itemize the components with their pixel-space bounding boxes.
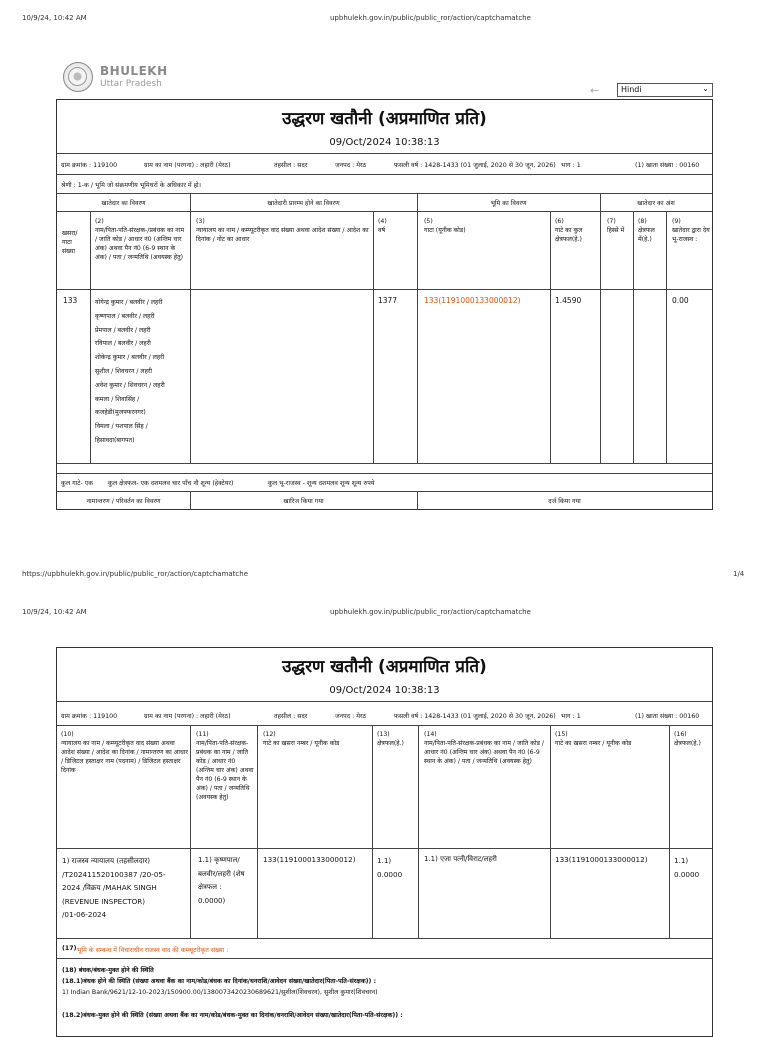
part-page2: भाग : 1 [561, 713, 581, 720]
owner-item: प्रेमपाल / बलवीर / लहरी [95, 326, 151, 334]
owner-item: कमला / शिवासिंह / [95, 395, 140, 403]
revenue-value: 0.00 [672, 296, 689, 305]
col2-header: नाम/पिता-पति-संरक्षक-/प्रबंधक का नाम / जाति कोड / आधार नं0 (अन्तिम चार अंक) अथवा पैन नं0 (6-9 स्थान के अंक) / पता / जन्मतिथि (अवयस्क हेतु) [95, 227, 185, 261]
section-18-1-value: 1) Indian Bank/9621/12-10-2023/150900.00/1380073420230689621/सुशील(शिवचरन), सुशील कुमार(शिवचरन) [62, 989, 378, 996]
owner-item: सुशील / शिवचरन / लहरी [95, 367, 152, 375]
owner-list [95, 296, 189, 448]
section-18-2-title: (18.2)बंधक-मुक्त होने की स्थिति (संख्या अथवा बैंक का नाम/कोड/बंधक-मुक्त का दिनांक/धनराशि/आवेदन संख्या/खातेदार(पिता-पति-संरक्षक)) : [62, 1012, 403, 1019]
footer-url: https://upbhulekh.gov.in/public/public_ror/action/captchamatche [22, 570, 249, 578]
divider [57, 701, 712, 702]
category: श्रेणी : 1-क / भूमि जो संक्रमणीय भूमिधरों के अधिकार में हो। [61, 182, 202, 189]
footer-page-number: 1/4 [733, 570, 745, 578]
print-datetime: 10/9/24, 10:42 AM [22, 14, 87, 22]
back-arrow-icon[interactable]: ← [590, 84, 600, 97]
court-line: (REVENUE INSPECTOR) [62, 896, 146, 906]
total-area-words: कुल क्षेत्रफल- एक दशमलव चार पाँच नौ शून्य (हेक्टेयर) [108, 480, 234, 487]
tehsil-page2: तहसील : सदर [274, 713, 308, 720]
col5-number: (5) [424, 218, 433, 225]
fasli-year: फसली वर्ष : 1428-1433 (01 जुलाई, 2020 से 30 जून, 2026) [394, 162, 556, 169]
language-select-value: Hindi [621, 85, 642, 94]
col2-number: (2) [95, 218, 104, 225]
emblem-svg [64, 63, 91, 90]
khatauni-document-page1 [56, 99, 713, 510]
divider [57, 473, 712, 474]
struck-area [377, 854, 402, 881]
entered-gata: 133(1191000133000012) [555, 855, 648, 864]
divider [57, 153, 712, 154]
col4-number: (4) [378, 218, 387, 225]
col1-header: खसरा/ गाटा संख्या [62, 230, 78, 255]
document-date-page2: 09/Oct/2024 10:38:13 [329, 685, 440, 696]
section-share: खातेदार का अंश [637, 200, 675, 207]
v-divider [90, 211, 91, 463]
v-divider [669, 725, 670, 938]
struck-area-line: 1.1) [377, 856, 392, 865]
court-line: 1) राजस्व न्यायालय (तहसीलदार) [62, 856, 151, 865]
col6-header: गाटे का कुल क्षेत्रफल(हे.) [555, 227, 583, 243]
divider [57, 193, 712, 194]
v-divider [190, 211, 191, 463]
village-code-page2: ग्राम क्रमांक : 119100 [61, 713, 118, 720]
village-name-page2: ग्राम का नाम (परगना) : लहारी (मेरठ) [144, 713, 231, 720]
col14-number: (14) [424, 731, 437, 738]
year-value: 1377 [378, 296, 398, 305]
gata-number: 133 [63, 296, 78, 305]
col11-number: (11) [196, 731, 209, 738]
col16-number: (16) [674, 731, 687, 738]
owner-item: विमला / यशपाल सिंह / [95, 423, 148, 431]
owner-item: रविपाल / बलवीर / लहरी [95, 340, 151, 348]
owner-item: कजहेडी(मुजफ्फरनगर) [95, 409, 146, 417]
v-divider [190, 491, 191, 510]
divider [57, 174, 712, 175]
entered-owner: 1.1) एजा पत्नी/विराट/लहरी [424, 855, 497, 863]
divider [57, 848, 712, 849]
col13-header: क्षेत्रफल(हे.) [377, 740, 404, 747]
col13-number: (13) [377, 731, 390, 738]
divider [57, 725, 712, 726]
village-name: ग्राम का नाम (परगना) : लहारी (मेरठ) [144, 162, 231, 169]
v-divider [372, 725, 373, 938]
divider [57, 463, 712, 464]
v-divider [417, 211, 418, 463]
khatauni-document-page2 [56, 647, 713, 1037]
owner-item: हिसावदा(बागपत) [95, 436, 135, 444]
col3-number: (3) [196, 218, 205, 225]
v-divider [600, 211, 601, 463]
divider [57, 491, 712, 492]
col12-header: गाटे का खसरा नम्बर / यूनीक कोड [263, 740, 340, 747]
court-line: /01-06-2024 [62, 910, 107, 919]
document-title-page2: उद्धरण खतौनी (अप्रमाणित प्रति) [282, 657, 487, 677]
struck-owner [198, 854, 260, 908]
col3-header: न्यायालय का नाम / कम्प्यूटरीकृत वाद संख्या अथवा आदेश संख्या / आदेश का दिनांक / नोट का आधार [196, 227, 369, 243]
col7-number: (7) [607, 218, 616, 225]
emblem-logo-icon [63, 62, 93, 92]
v-divider [373, 211, 374, 463]
section-17-label: (17) [62, 945, 77, 952]
v-divider [257, 725, 258, 938]
section-17-text: भूमि के सम्बन्ध में विचाराधीन राजस्व वाद की कम्प्यूटरीकृत संख्या : [77, 947, 229, 954]
col9-number: (9) [672, 218, 681, 225]
document-title: उद्धरण खतौनी (अप्रमाणित प्रति) [282, 109, 487, 129]
entered-header: दर्ज किया गया [548, 498, 581, 505]
district-page2: जनपद : मेरठ [335, 713, 367, 720]
col4-header: वर्ष [378, 227, 386, 234]
v-divider [633, 211, 634, 463]
struck-area-line: 0.0000 [377, 869, 403, 879]
section-khatedar: खातेदार का विवरण [101, 200, 146, 207]
owner-item: अवेश कुमार / शिवचरन / लहरी [95, 381, 165, 389]
chevron-down-icon: ⌄ [702, 84, 709, 93]
col7-header: हिस्से में [607, 227, 625, 234]
court-line: /T202411520100387 /20-05- [62, 869, 166, 879]
col16-header: क्षेत्रफल(हे.) [674, 740, 701, 747]
struck-owner-line: क्षेत्रफल : [198, 883, 222, 891]
v-divider [550, 725, 551, 938]
mutation-header: नामान्तरण / परिवर्तन का विवरण [86, 498, 161, 505]
print-url: upbhulekh.gov.in/public/public_ror/action/captchamatche [330, 14, 531, 22]
col15-header: गाटे का खसरा नम्बर / यूनीक कोड [555, 740, 632, 747]
struck-header: खारिज किया गया [283, 498, 324, 505]
struck-owner-line: 1.1) कृष्णपाल/ [198, 856, 240, 864]
divider [57, 211, 712, 212]
language-select[interactable] [617, 83, 713, 97]
v-divider [190, 193, 191, 211]
col10-number: (10) [61, 731, 74, 738]
v-divider [550, 211, 551, 463]
section-begin: खातेदारी प्रारम्भ होने का विवरण [267, 200, 340, 207]
khata-number-page2: (1) खाता संख्या : 00160 [635, 713, 700, 720]
part: भाग : 1 [561, 162, 581, 169]
divider [57, 289, 712, 290]
logo-subtitle: Uttar Pradesh [100, 79, 162, 89]
divider [57, 938, 712, 939]
total-gata-count: कुल गाटे- एक [61, 480, 94, 487]
col5-header: गाटा (यूनीक कोड) [424, 227, 466, 234]
col14-header: नाम/पिता-पति-संरक्षक-प्रबंधक का नाम / जाति कोड / आधार नं0 (अन्तिम चार अंक) अथवा पैन नं0 (6-9 स्थान के अंक) / पता / जन्मतिथि (अवयस्क हेतु) [424, 740, 544, 765]
v-divider [417, 491, 418, 510]
col6-number: (6) [555, 218, 564, 225]
print-url-page2: upbhulekh.gov.in/public/public_ror/action/captchamatche [330, 608, 531, 616]
tehsil: तहसील : सदर [274, 162, 308, 169]
khata-number: (1) खाता संख्या : 00160 [635, 162, 700, 169]
v-divider [190, 725, 191, 938]
owner-item: योगेन्द्र कुमार / बलवीर / लहरी [95, 299, 163, 306]
court-detail [62, 854, 190, 922]
col8-header: क्षेत्रफल में(हे.) [638, 227, 655, 243]
struck-owner-line: बलवीर/लहरी (शेष [198, 869, 245, 878]
entered-area [674, 854, 699, 881]
document-date: 09/Oct/2024 10:38:13 [329, 137, 440, 148]
struck-gata: 133(1191000133000012) [263, 855, 356, 864]
col12-number: (12) [263, 731, 276, 738]
entered-area-line: 1.1) [674, 856, 689, 865]
entered-area-line: 0.0000 [674, 869, 700, 879]
owner-item: कृष्णपाल / बलवीर / लहरी [95, 312, 155, 320]
total-revenue-words: कुल भू-राजस्व - शून्य दशमलव शून्य शून्य रुपये [268, 480, 375, 487]
section-18-title: (18) बंधक/बंधक-मुक्त होने की स्थिति [62, 967, 154, 974]
section-land: भूमि का विवरण [490, 200, 527, 207]
fasli-year-page2: फसली वर्ष : 1428-1433 (01 जुलाई, 2020 से 30 जून, 2026) [394, 713, 556, 720]
v-divider [666, 211, 667, 463]
print-datetime-page2: 10/9/24, 10:42 AM [22, 608, 87, 616]
owner-item: शोकेन्द्र कुमार / बलवीर / लहरी [95, 354, 165, 362]
v-divider [417, 193, 418, 211]
v-divider [418, 725, 419, 938]
logo-title: BHULEKH [100, 64, 168, 78]
col8-number: (8) [638, 218, 647, 225]
total-area-value: 1.4590 [555, 296, 582, 305]
col11-header: नाम/पिता-पति-संरक्षक-प्रबंधक का नाम / जाति कोड / आधार नं0 (अन्तिम चार अंक) अथवा पैन नं0 (6-9 स्थान के अंक) / पता / जन्मतिथि (अवयस्क हेतु) [196, 740, 254, 801]
col15-number: (15) [555, 731, 568, 738]
gata-unique-code-link[interactable]: 133(1191000133000012) [424, 296, 521, 305]
village-code: ग्राम क्रमांक : 119100 [61, 162, 118, 169]
col9-header: खातेदार द्वारा देय भू-राजस्व : [672, 227, 710, 243]
divider [57, 958, 712, 959]
section-18-1-title: (18.1)बंधक होने की स्थिति (संख्या अथवा बैंक का नाम/कोड/बंधक का दिनांक/धनराशि/आवेदन संख्या/खातेदार(पिता-पति-संरक्षक)) : [62, 978, 377, 985]
struck-owner-line: 0.0000) [198, 896, 226, 905]
court-line: 2024 /विक्रय /MAHAK SINGH [62, 883, 157, 892]
district: जनपद : मेरठ [335, 162, 367, 169]
v-divider [600, 193, 601, 211]
col10-header: न्यायालय का नाम / कम्प्यूटरीकृत वाद संख्या अथवा आदेश संख्या / आदेश का दिनांक / नामान्तरण का आधार / डिजिटल हस्ताक्षर नाम (पदनाम) / डिजिटल हस्ताक्षर दिनांक [61, 740, 188, 774]
